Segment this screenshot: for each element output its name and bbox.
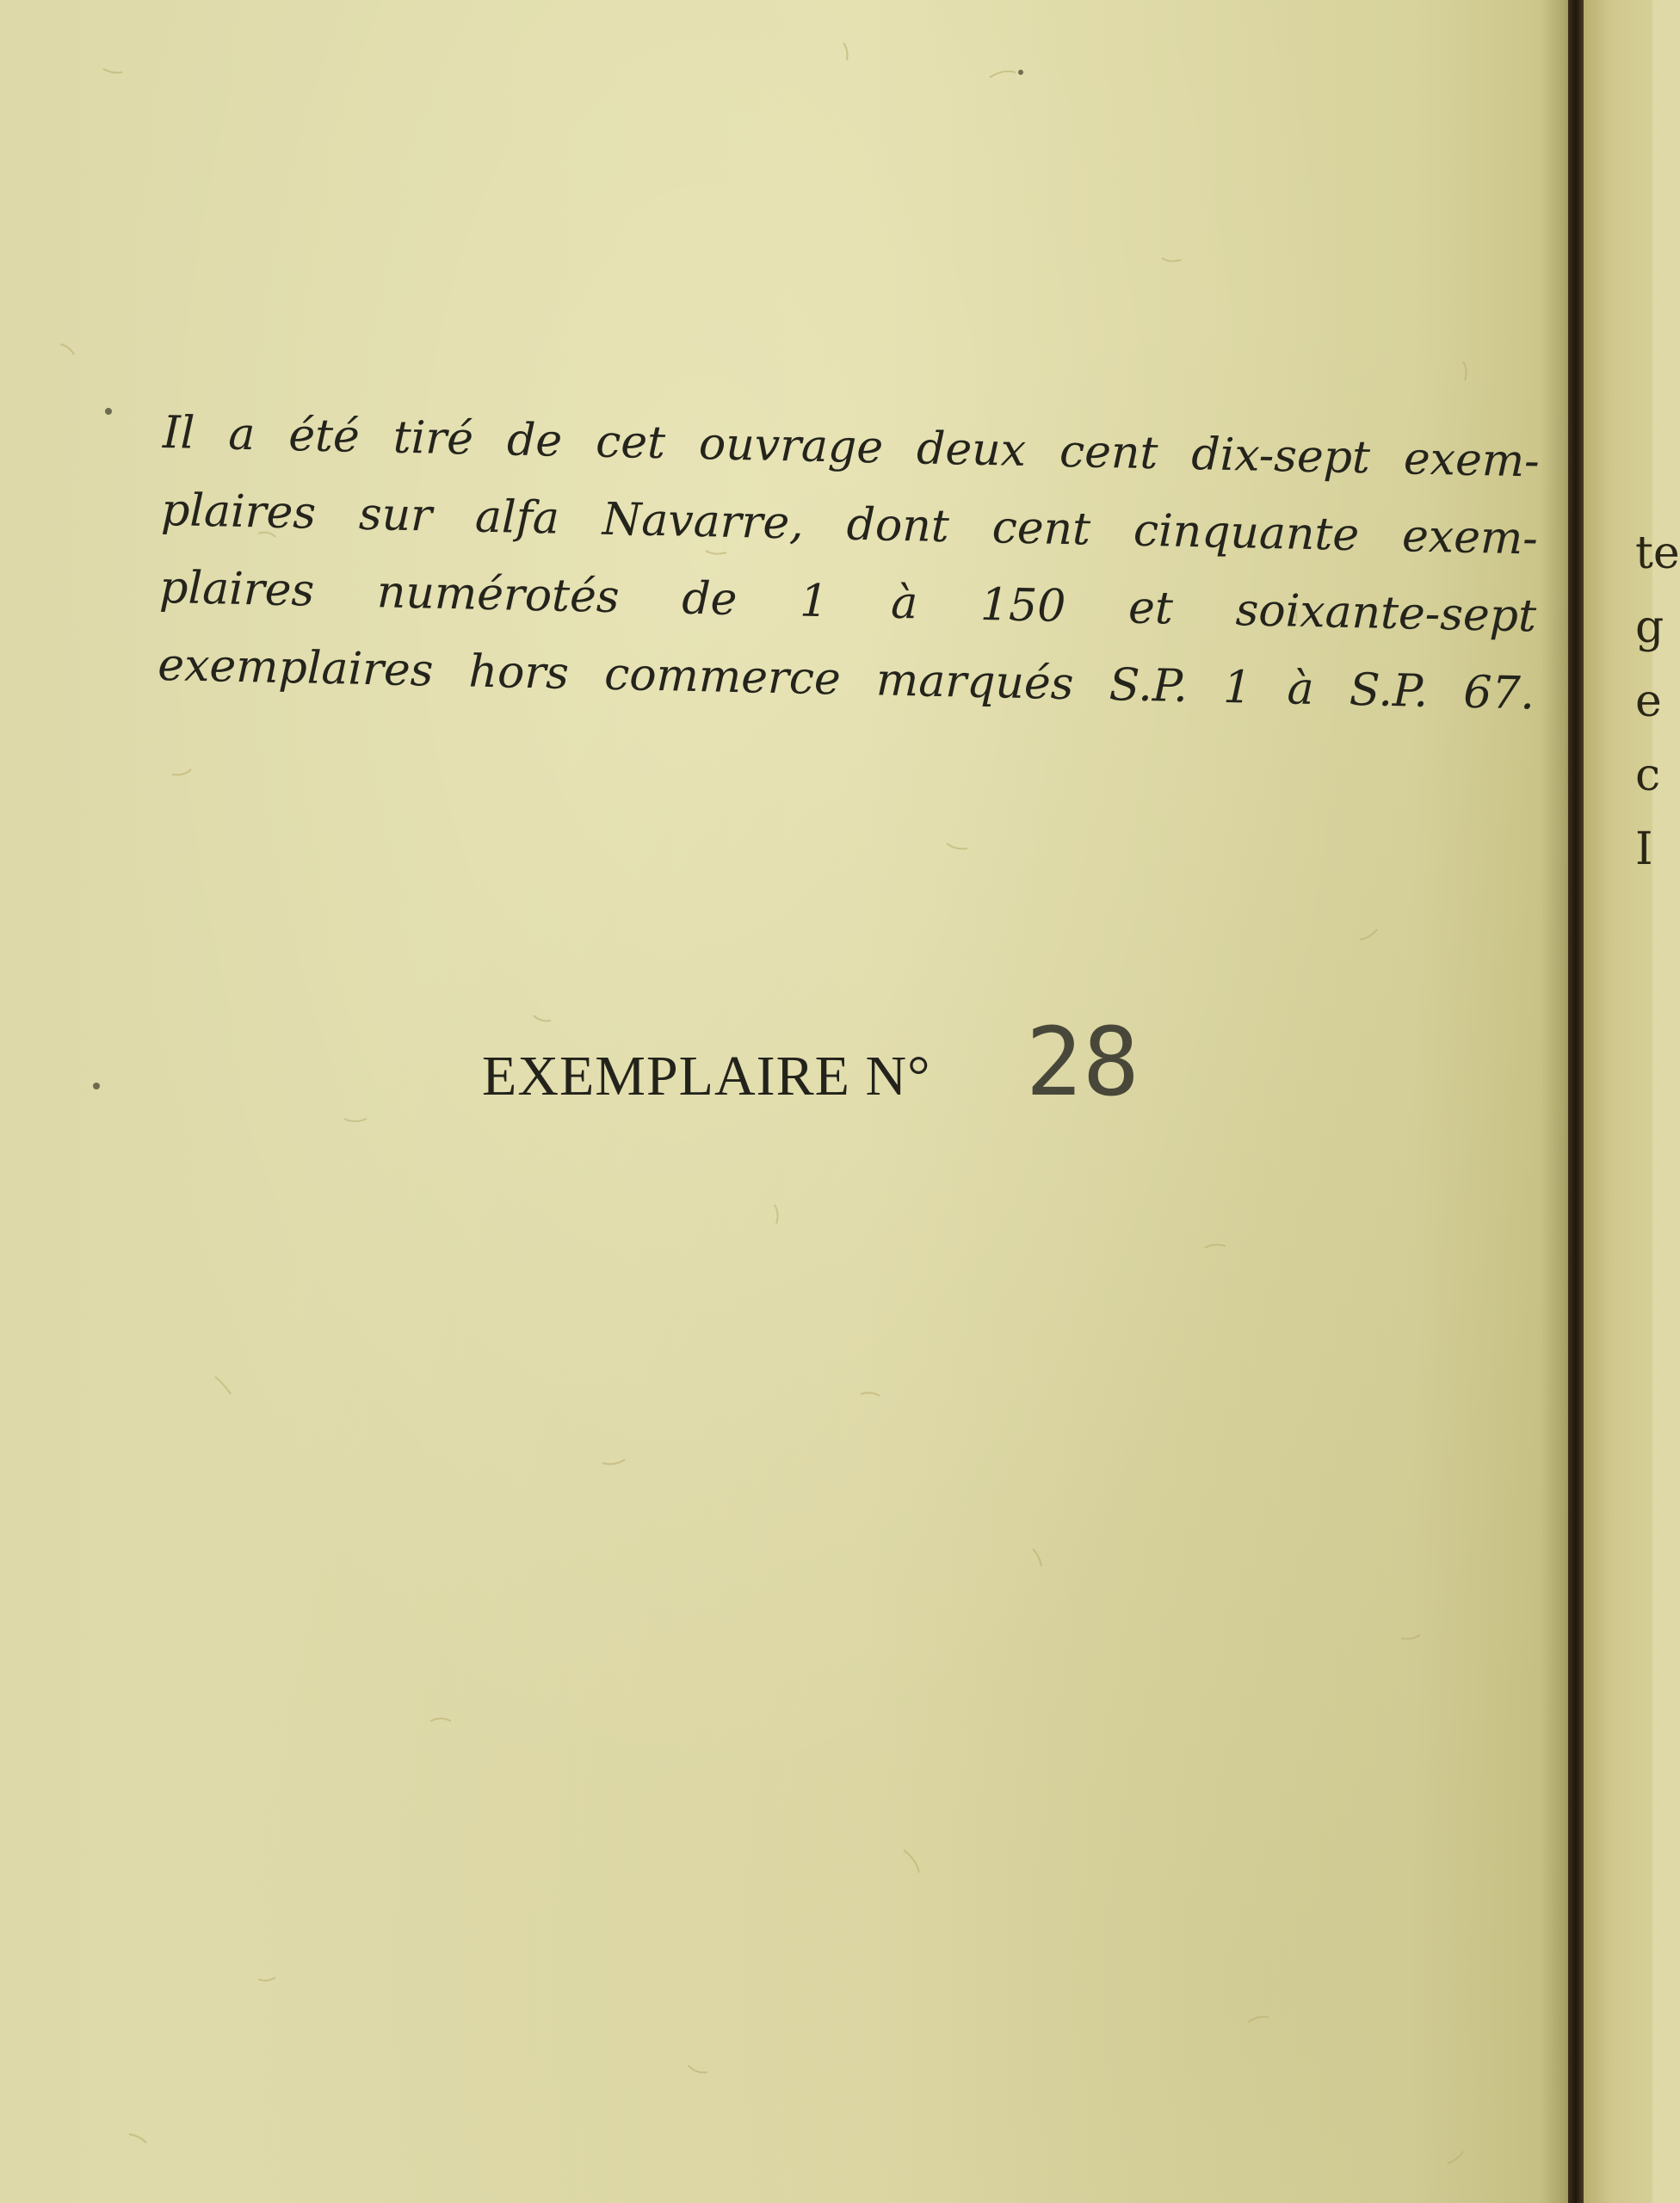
fragment: I [1635,824,1653,875]
fragment: g [1635,602,1665,653]
fragment: c [1635,750,1661,801]
fragment: te [1635,528,1680,579]
facing-page-edge [1584,0,1680,2203]
facing-page-fragments [1635,516,1680,886]
statement-line: Il a été tiré de cet ouvrage deux cent dix-sept exem- [162,406,1541,488]
statement-line: plaires sur alfa Navarre, dont cent cinquante exem- [160,484,1539,565]
show-through-title [198,215,1403,417]
fragment: e [1635,676,1662,727]
statement-line: exemplaires hors commerce marqués S.P. 1 à S.P. 67. [157,639,1535,720]
copy-number-row [482,1007,1140,1117]
print-run-statement [157,394,1540,732]
copy-number-stamp: 28 [1025,1007,1140,1117]
statement-line: plaires numérotés de 1 à 150 et soixante-sept [158,561,1537,643]
book-gutter [1568,0,1584,2203]
copy-label: EXEMPLAIRE N° [482,1045,931,1108]
